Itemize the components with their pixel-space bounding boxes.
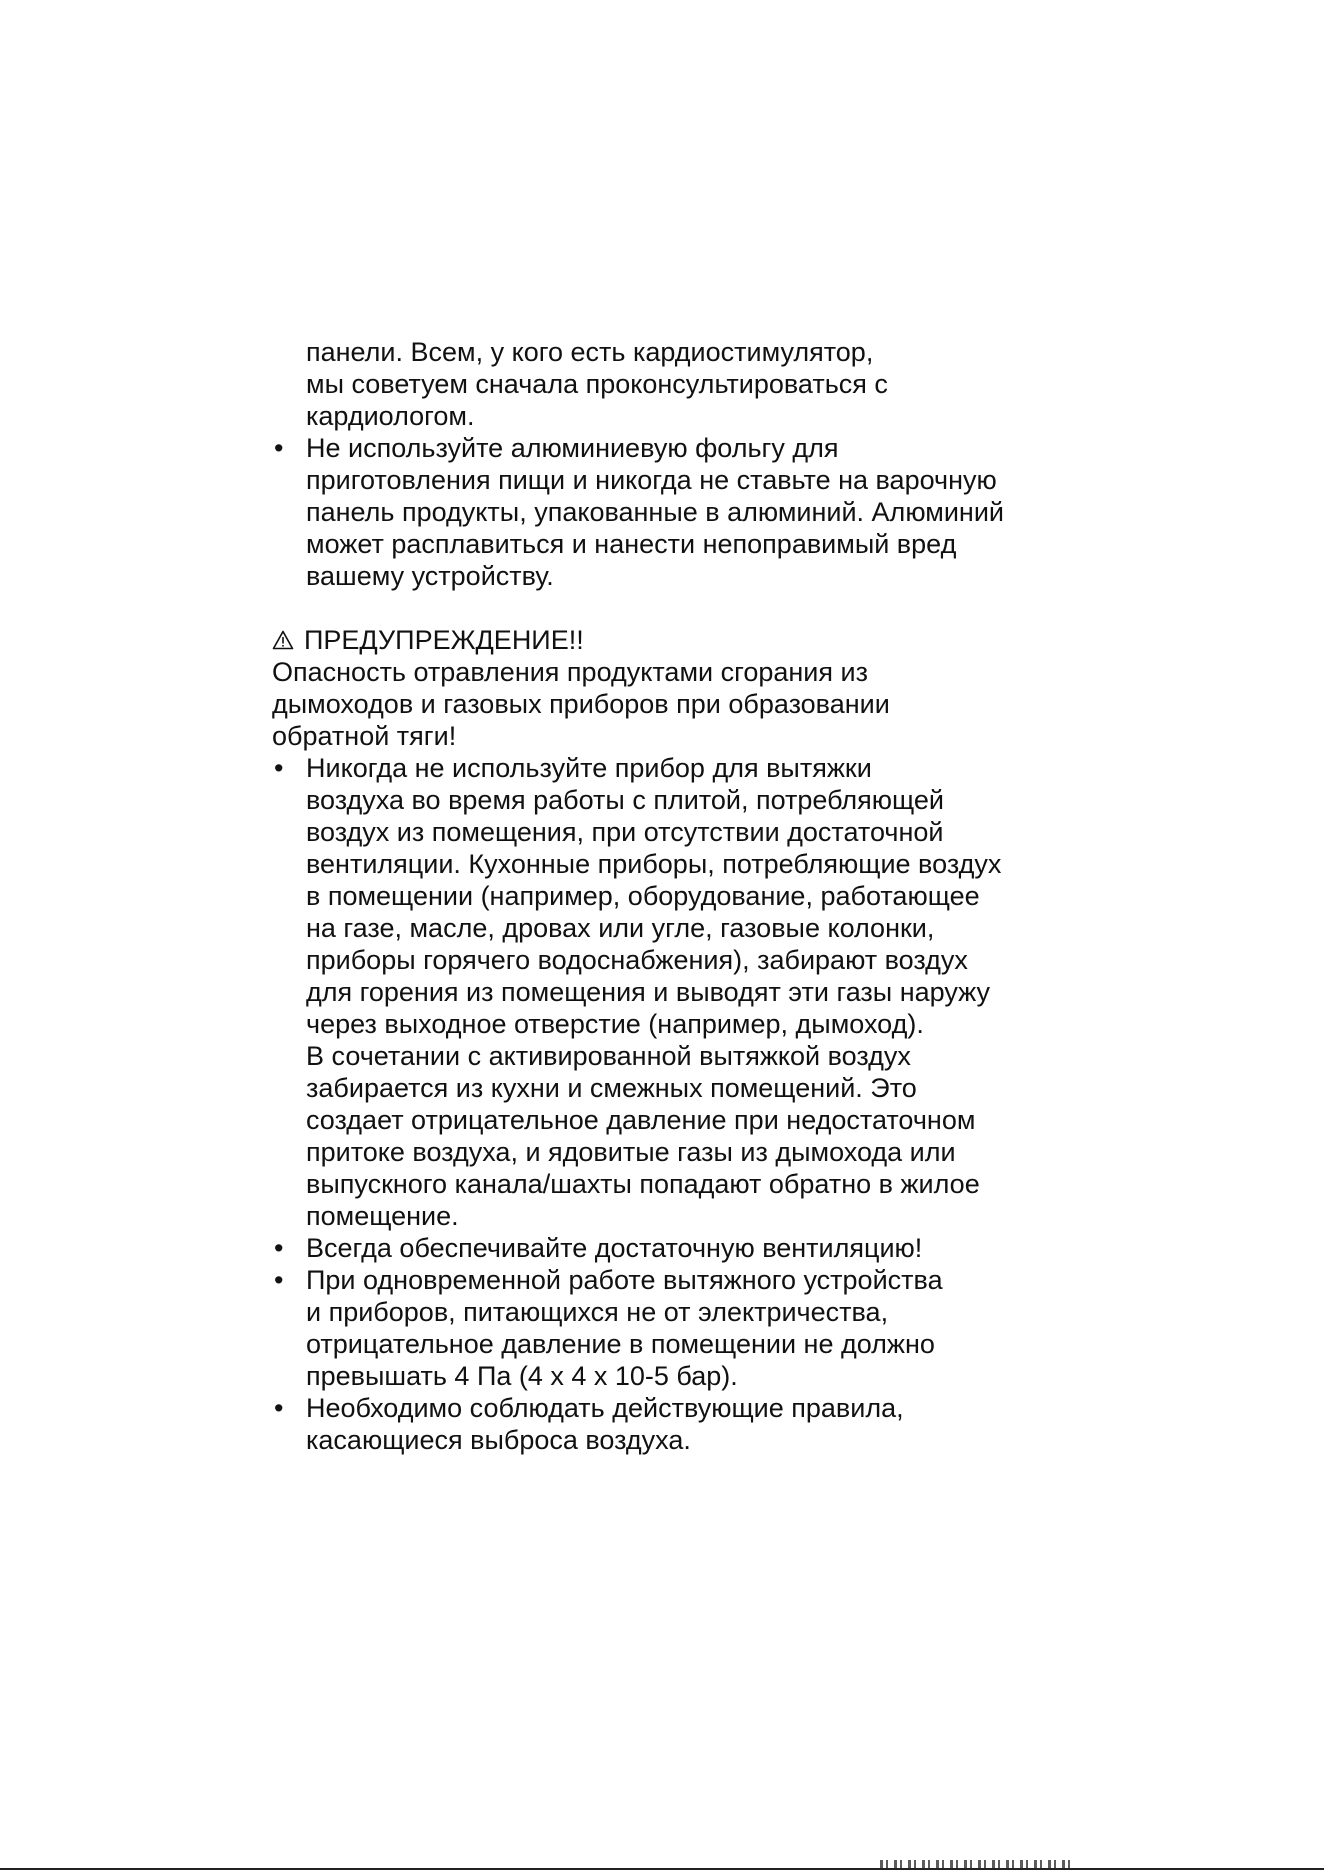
bullet-never-use [272,752,1092,1232]
bullet-marker: • [274,1233,284,1263]
text-line: приготовления пищи и никогда не ставьте на варочную [306,465,997,495]
text-line: дымоходов и газовых приборов при образовании [272,689,890,719]
bullet-marker: • [274,1265,284,1295]
text-line: кардиологом. [306,401,475,431]
text-line: • Не используйте алюминиевую фольгу для [274,433,839,463]
text-line: вентиляции. Кухонные приборы, потребляющие воздух [306,849,1002,879]
text-line: притоке воздуха, и ядовитые газы из дымохода или [306,1137,956,1167]
text-line: на газе, масле, дровах или угле, газовые колонки, [306,913,935,943]
bullet-ventilation [272,1232,1092,1264]
bullet-marker: • [274,1393,284,1423]
text-line: панели. Всем, у кого есть кардиостимулятор, [306,337,874,367]
continued-paragraph [272,336,1092,432]
text-line: Опасность отравления продуктами сгорания из [272,657,868,687]
text-line: и приборов, питающихся не от электричества, [306,1297,889,1327]
bullet-aluminium-foil [272,432,1092,592]
text-line: мы советуем сначала проконсультироваться с [306,369,888,399]
text-line: для горения из помещения и выводят эти газы наружу [306,977,991,1007]
page-bottom-rule [0,1868,1324,1870]
text-line: может расплавиться и нанести непоправимый вред [306,529,957,559]
warning-title: ПРЕДУПРЕЖДЕНИЕ!! [272,624,1092,656]
text-line: панель продукты, упакованные в алюминий. Алюминий [306,497,1004,527]
text-line: • Необходимо соблюдать действующие правила, [274,1393,904,1423]
safety-text [272,336,1092,1456]
text-line: отрицательное давление в помещении не должно [306,1329,935,1359]
bullet-simultaneous-operation [272,1264,1092,1392]
warning-block [272,624,1092,752]
text-line: через выходное отверстие (например, дымоход). [306,1009,924,1039]
text-line: воздух из помещения, при отсутствии достаточной [306,817,944,847]
text-line: воздуха во время работы с плитой, потребляющей [306,785,944,815]
text-line: помещение. [306,1201,459,1231]
text-line: превышать 4 Па (4 х 4 х 10-5 бар). [306,1361,738,1391]
text-line: в помещении (например, оборудование, работающее [306,881,980,911]
text-line: вашему устройству. [306,561,554,591]
bullet-exhaust-rules [272,1392,1092,1456]
text-line: касающиеся выброса воздуха. [306,1425,691,1455]
text-line: выпускного канала/шахты попадают обратно в жилое [306,1169,980,1199]
scan-footer-mark [880,1860,1070,1868]
bullet-marker: • [274,433,284,463]
bullet-marker: • [274,753,284,783]
warning-triangle-icon [272,630,294,650]
text-line: обратной тяги! [272,721,457,751]
text-line: • При одновременной работе вытяжного устройства [274,1265,943,1295]
text-line: • Никогда не используйте прибор для вытяжки [274,753,872,783]
text-line: создает отрицательное давление при недостаточном [306,1105,976,1135]
text-line: • Всегда обеспечивайте достаточную вентиляцию! [274,1233,923,1263]
text-line: забирается из кухни и смежных помещений. Это [306,1073,917,1103]
text-line: приборы горячего водоснабжения), забирают воздух [306,945,968,975]
text-line: В сочетании с активированной вытяжкой воздух [306,1041,911,1071]
